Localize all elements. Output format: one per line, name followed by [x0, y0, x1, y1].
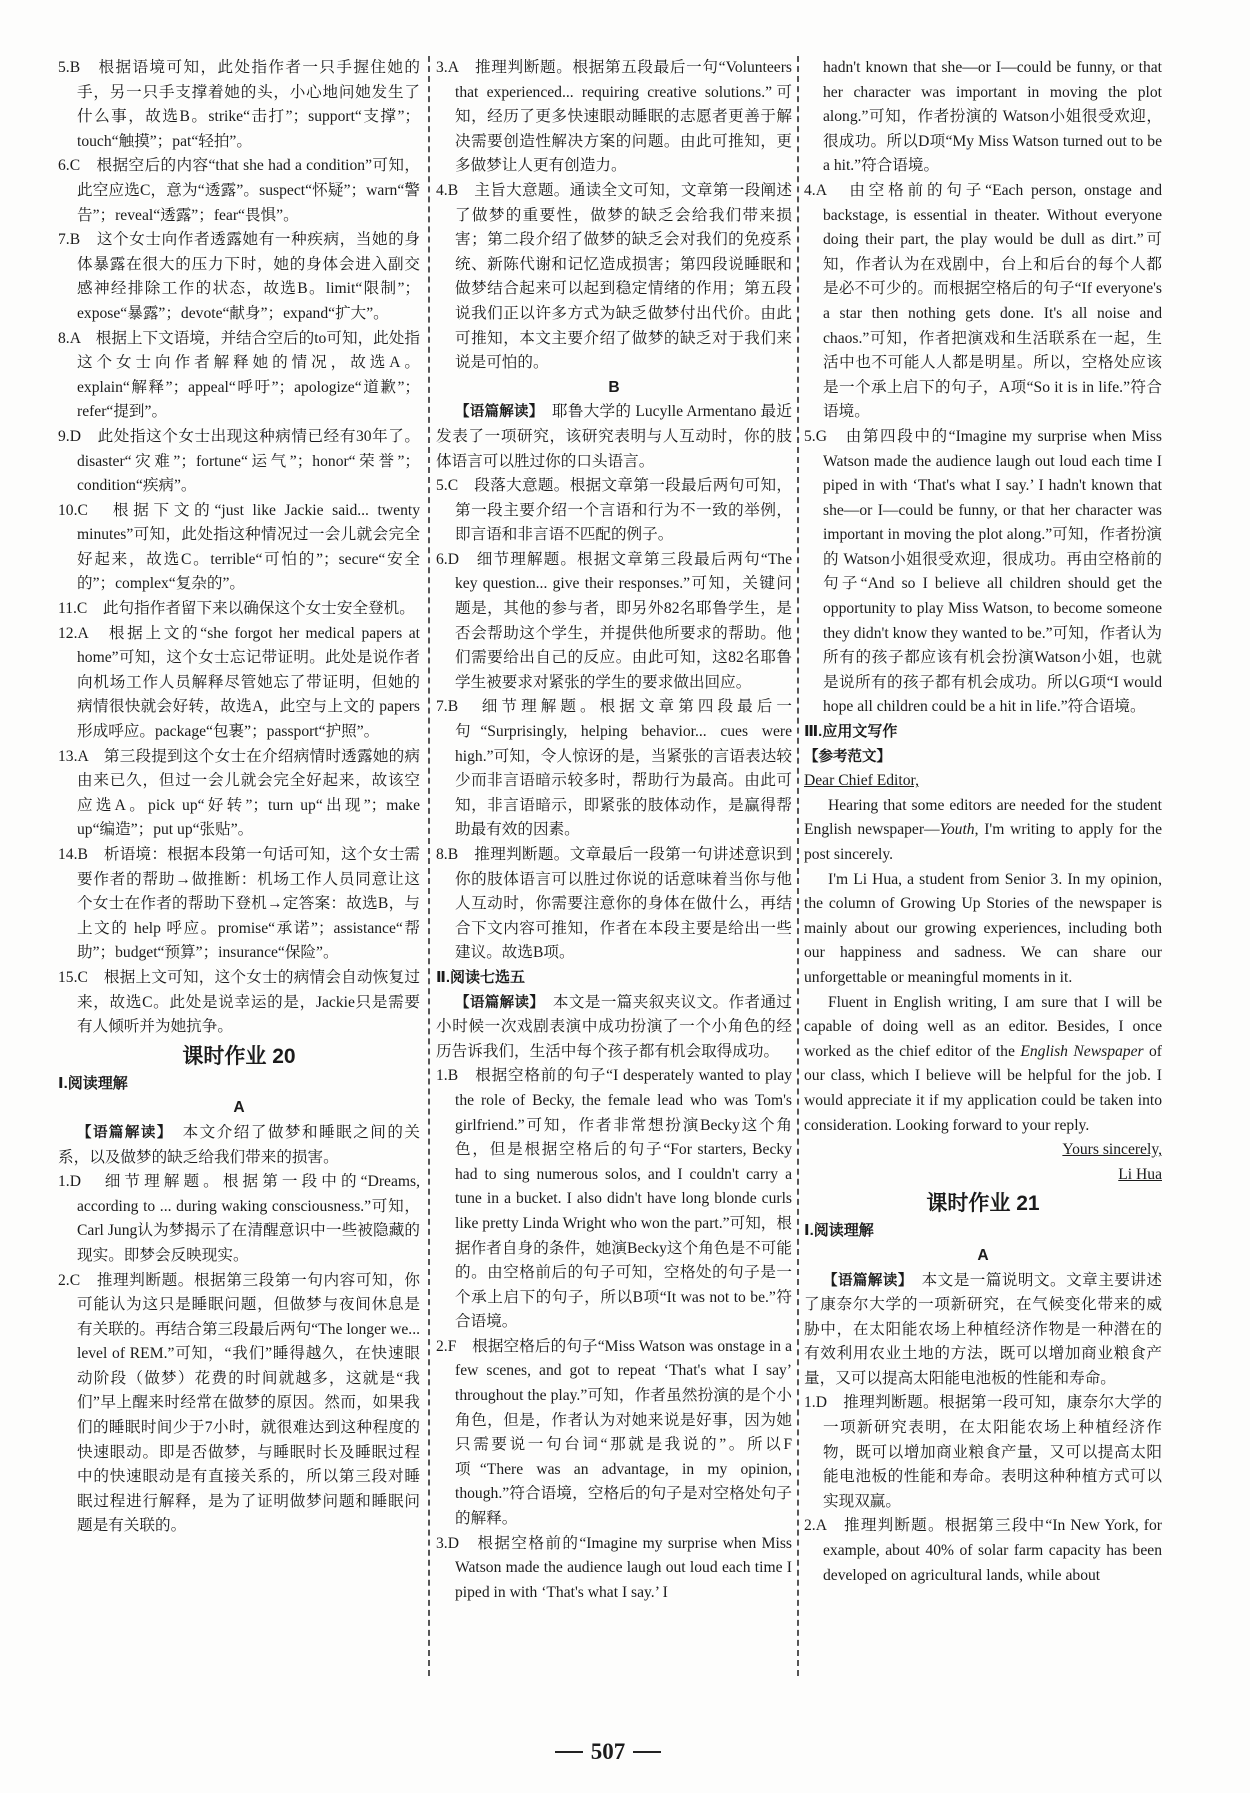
answer-item: 6.D 细节理解题。根据文章第三段最后两句“The key question... give their responses.”可知，关键问题是，其他的参与者，即另外82名耶鲁学生，是否会帮助这个学生，并提供他所要求的帮助。他们需要给出自己的反应。由此可知，这82名耶鲁学生被要求对紧张的学生的要求做出回应。 — [436, 550, 792, 691]
answer-item: 11.C 此句指作者留下来以确保这个女士安全登机。 — [58, 600, 415, 618]
page-number: 507 — [590, 1739, 626, 1764]
letter-paragraph — [804, 868, 1162, 991]
answer-item: 3.D 根据空格前的“Imagine my surprise when Miss Watson made the audience laugh out loud each time I piped in with ‘That's what I say.’ I — [436, 1534, 792, 1601]
section-heading: Ⅱ.阅读七选五 — [436, 968, 526, 986]
column-divider — [797, 56, 799, 1676]
answer-continuation: hadn't known that she—or I—could be funny, or that her character was important in moving the plot along.”可知，作者扮演的 Watson小姐很受欢迎，很成功。所以D项“My Miss Watson turned out to be a hit.”符合语境。 — [823, 59, 1162, 175]
letter-closing: Li Hua — [1118, 1165, 1162, 1183]
letter-text: Fluent in English writing, I am sure that I will be capable of doing well as an editor. Besides, I once worked as the chief editor of the — [804, 993, 1162, 1060]
letter-text: Hearing that some editors are needed for the student English newspaper— — [804, 796, 1162, 839]
assignment-title: 课时作业 20 — [182, 1044, 296, 1068]
answer-item: 2.F 根据空格后的句子“Miss Watson was onstage in a few scenes, and got to repeat ‘That's what I say’ throughout the play.”可知，作者虽然扮演的是个小角色，但是，作者认为对她来说是好事，因为她只需要说一句台词“那就是我说的”。所以F项“There was an advantage, in my opinion, though.”符合语境，空格后的句子是对空格处句子的解释。 — [436, 1337, 792, 1528]
answer-item: 13.A 第三段提到这个女士在介绍病情时透露她的病由来已久，但过一会儿就会完全好起来，故该空应选A。pick up“好转”；turn up“出现”；make up“编造”；put up“张贴”。 — [58, 747, 420, 839]
letter-paragraph — [804, 794, 1162, 868]
letter-paragraph — [804, 991, 1162, 1139]
letter-closing: Yours sincerely, — [1062, 1141, 1162, 1159]
section-label: 【语篇解读】 — [77, 1124, 166, 1141]
part-label: A — [233, 1099, 245, 1117]
right-column — [804, 56, 1162, 1676]
answer-item: 5.B 根据语境可知，此处指作者一只手握住她的手，另一只手支撑着她的头，小心地问她发生了什么事，故选B。strike“击打”；support“支撑”；touch“触摸”；pat“轻拍”。 — [58, 59, 420, 150]
answer-item: 2.C 推理判断题。根据第三段第一句内容可知，你可能认为这只是睡眠问题，但做梦与夜间休息是有关联的。再结合第三段最后两句“The longer we... level of REM.”可知，“我们”睡得越久，在快速眼动阶段（做梦）花费的时间就越多，这就是“我们”早上醒来时经常在做梦的原因。然而，如果我们的睡眠时间少于7小时，就很难达到这种程度的快速眼动。即是否做梦，与睡眠时长及睡眠过程中的快速眼动是有直接关系的，所以第三段对睡眠过程进行解释，是为了证明做梦问题和睡眠问题是有关联的。 — [58, 1271, 420, 1535]
answer-item: 9.D 此处指这个女士出现这种病情已经有30年了。disaster“灾难”；fortune“运气”；honor“荣誉”；condition“疾病”。 — [58, 427, 420, 495]
passage-summary — [804, 1269, 1162, 1392]
middle-column — [436, 56, 792, 1676]
letter-salutation: Dear Chief Editor, — [804, 772, 919, 790]
answer-item: 8.A 根据上下文语境，并结合空后的to可知，此处指这个女士向作者解释她的情况，故选A。explain“解释”；appeal“呼吁”；apologize“道歉”；refer“提到”。 — [58, 329, 420, 421]
answer-item: 7.B 这个女士向作者透露她有一种疾病，当她的身体暴露在很大的压力下时，她的身体会进入副交感神经排除工作的状态，故选B。limit“限制”；expose“暴露”；devote“献身”；expand“扩大”。 — [58, 231, 420, 322]
section-label: 【参考范文】 — [804, 748, 891, 765]
summary-text: 本文是一篇夹叙夹议文。作者通过小时候一次戏剧表演中成功扮演了一个小角色的经历告诉我们，生活中每个孩子都有机会取得成功。 — [436, 993, 792, 1060]
page-number-footer — [520, 1736, 696, 1768]
answer-item: 14.B 析语境：根据本段第一句话可知，这个女士需要作者的帮助→做推断：机场工作人员同意让这个女士在作者的帮助下登机→定答案：故选B，与上文的 help 呼应。promise“承诺”；assistance“帮助”；budget“预算”；insurance“保险”。 — [58, 846, 420, 962]
column-divider — [428, 56, 430, 1676]
answer-item: 4.B 主旨大意题。通读全文可知，文章第一段阐述了做梦的重要性，做梦的缺乏会给我们带来损害；第二段介绍了做梦的缺乏会对我们的免疫系统、新陈代谢和记忆造成损害；第四段说睡眠和做梦结合起来可以起到稳定情绪的作用；第五段说我们正以许多方式为缺乏做梦付出代价。由此可推知，本文主要介绍了做梦的缺乏对于我们来说是可怕的。 — [436, 181, 792, 372]
part-label: B — [608, 378, 620, 396]
assignment-title: 课时作业 21 — [926, 1192, 1040, 1216]
section-label: 【语篇解读】 — [455, 994, 537, 1011]
part-label: A — [977, 1246, 989, 1264]
section-heading: Ⅰ.阅读理解 — [58, 1074, 128, 1092]
left-column — [58, 56, 420, 1676]
answer-item: 8.B 推理判断题。文章最后一段第一句讲述意识到你的肢体语言可以胜过你说的话意味着当你与他人互动时，你需要注意你的身体在做什么，再结合下文内容可推知，作者在本段主要是给出一些建议。故选B项。 — [436, 846, 792, 962]
section-label: 【语篇解读】 — [455, 404, 537, 421]
answer-item: 1.B 根据空格前的句子“I desperately wanted to play the role of Becky, the female lead who was Tom's girlfriend.”可知，作者非常想扮演Becky这个角色，但是根据空格后的句子“For starters, Becky had to sing numerous solos, and I couldn't carry a tune in a bucket. I also didn't have long blonde curls like pretty Linda Wright who won the part.”可知，根据作者自身的条件，她演Becky这个角色是不可能的。由空格前后的句子可知，空格处的句子是一个承上启下的句子，所以B项“It was not to be.”符合语境。 — [436, 1067, 792, 1331]
answer-item: 5.C 段落大意题。根据文章第一段最后两句可知，第一段主要介绍一个言语和行为不一致的举例，即言语和非言语不匹配的例子。 — [436, 477, 792, 544]
passage-summary — [58, 1121, 420, 1170]
reference-essay-label — [804, 745, 1162, 770]
answer-item: 2.A 推理判断题。根据第三段中“In New York, for example, about 40% of solar farm capacity has been developed on agricultural lands, while about — [804, 1517, 1162, 1584]
summary-text: 本文介绍了做梦和睡眠之间的关系，以及做梦的缺乏给我们带来的损害。 — [58, 1123, 420, 1166]
page-number-rule — [555, 1751, 583, 1753]
answer-item: 5.G 由第四段中的“Imagine my surprise when Miss Watson made the audience laugh out loud each time I piped in with ‘That's what I say.’ I hadn't known that she—or I—could be funny, or that her character was important in moving the plot along.”可知，作者扮演的 Watson小姐很受欢迎，很成功。再由空格前的句子“And so I believe all children should get the opportunity to play Miss Watson, to become someone they didn't know they wanted to be.”可知，作者认为所有的孩子都应该有机会扮演Watson小姐，也就是说所有的孩子都有机会成功。所以G项“I would hope all children could be a hit in life.”符合语境。 — [804, 427, 1162, 716]
letter-text: of our class, which I believe will be helpful for the job. I would appreciate it if my application could be taken into consideration. Looking forward to your reply. — [804, 1042, 1162, 1134]
page-number-rule — [633, 1751, 661, 1753]
answer-item: 12.A 根据上文的“she forgot her medical papers at home”可知，这个女士忘记带证明。此处是说作者向机场工作人员解释尽管她忘了带证明，但她的病情很快就会好转，故选A，此空与上文的 papers 形成呼应。package“包裹”；passport“护照”。 — [58, 624, 420, 741]
passage-summary — [436, 991, 792, 1065]
section-heading: Ⅰ.阅读理解 — [804, 1222, 874, 1240]
answer-item: 10.C 根据下文的“just like Jackie said... twenty minutes”可知，此处指这种情况过一会儿就会完全好起来，故选C。terrible“可怕的”；secure“安全的”；complex“复杂的”。 — [58, 501, 420, 593]
letter-text: , I'm writing to apply for the post sincerely. — [804, 821, 1162, 863]
answer-item: 1.D 细节理解题。根据第一段中的“Dreams, according to ... during waking consciousness.”可知，Carl Jung认为梦揭示了在清醒意识中一些被隐藏的现实。即梦会反映现实。 — [58, 1173, 420, 1264]
answer-item: 1.D 推理判断题。根据第一段可知，康奈尔大学的一项新研究表明，在太阳能农场上种植经济作物，既可以增加商业粮食产量，又可以提高太阳能电池板的性能和寿命。表明这种种植方式可以实现双赢。 — [804, 1394, 1162, 1510]
answer-item: 6.C 根据空后的内容“that she had a condition”可知，此空应选C，意为“透露”。suspect“怀疑”；warn“警告”；reveal“透露”；fear“畏惧”。 — [58, 157, 420, 224]
answer-item: 3.A 推理判断题。根据第五段最后一句“Volunteers that experienced... requiring creative solutions.”可知，经历了更多快速眼动睡眠的志愿者更善于解决需要创造性解决方案的问题。由此可推知，更多做梦让人更有创造力。 — [436, 59, 792, 175]
answer-item: 15.C 根据上文可知，这个女士的病情会自动恢复过来，故选C。此处是说幸运的是，Jackie只是需要有人倾听并为她抗争。 — [58, 968, 420, 1036]
section-heading: Ⅲ.应用文写作 — [804, 723, 898, 741]
summary-text: 耶鲁大学的 Lucylle Armentano 最近发表了一项研究，该研究表明与人互动时，你的肢体语言可以胜过你的口头语言。 — [436, 403, 792, 470]
summary-text: 本文是一篇说明文。文章主要讲述了康奈尔大学的一项新研究，在气候变化带来的威胁中，在太阳能农场上种植经济作物是一种潜在的有效利用农业土地的方法，既可以增加商业粮食产量，又可以提高太阳能电池板的性能和寿命。 — [804, 1271, 1162, 1387]
letter-text: I'm Li Hua, a student from Senior 3. In my opinion, the column of Growing Up Stories of the newspaper is mainly about our growing experiences, including both our happiness and sadness. We can share our unforgettable or meaningful moments in it. — [804, 870, 1162, 986]
answer-item: 4.A 由空格前的句子“Each person, onstage and backstage, is essential in theater. Without everyone doing their part, the play would be dull as dirt.”可知，作者认为在戏剧中，台上和后台的每个人都是必不可少的。而根据空格后的句子“If everyone's a star then nothing gets done. It's all noise and chaos.”可知，作者把演戏和生活联系在一起，生活中也不可能人人都是明星。所以，空格处应该是一个承上启下的句子，A项“So it is in life.”符合语境。 — [804, 181, 1162, 421]
answer-item: 7.B 细节理解题。根据文章第四段最后一句“Surprisingly, helping behavior... cues were high.”可知，令人惊讶的是，当紧张的言语表达较少而非言语暗示较多时，帮助行为最高。由此可知，非言语暗示，即紧张的肢体动作，是赢得帮助最有效的因素。 — [436, 698, 792, 839]
passage-summary — [436, 400, 792, 474]
publication-title: English Newspaper — [1020, 1042, 1144, 1060]
section-label: 【语篇解读】 — [823, 1272, 906, 1289]
publication-title: Youth — [939, 821, 975, 839]
